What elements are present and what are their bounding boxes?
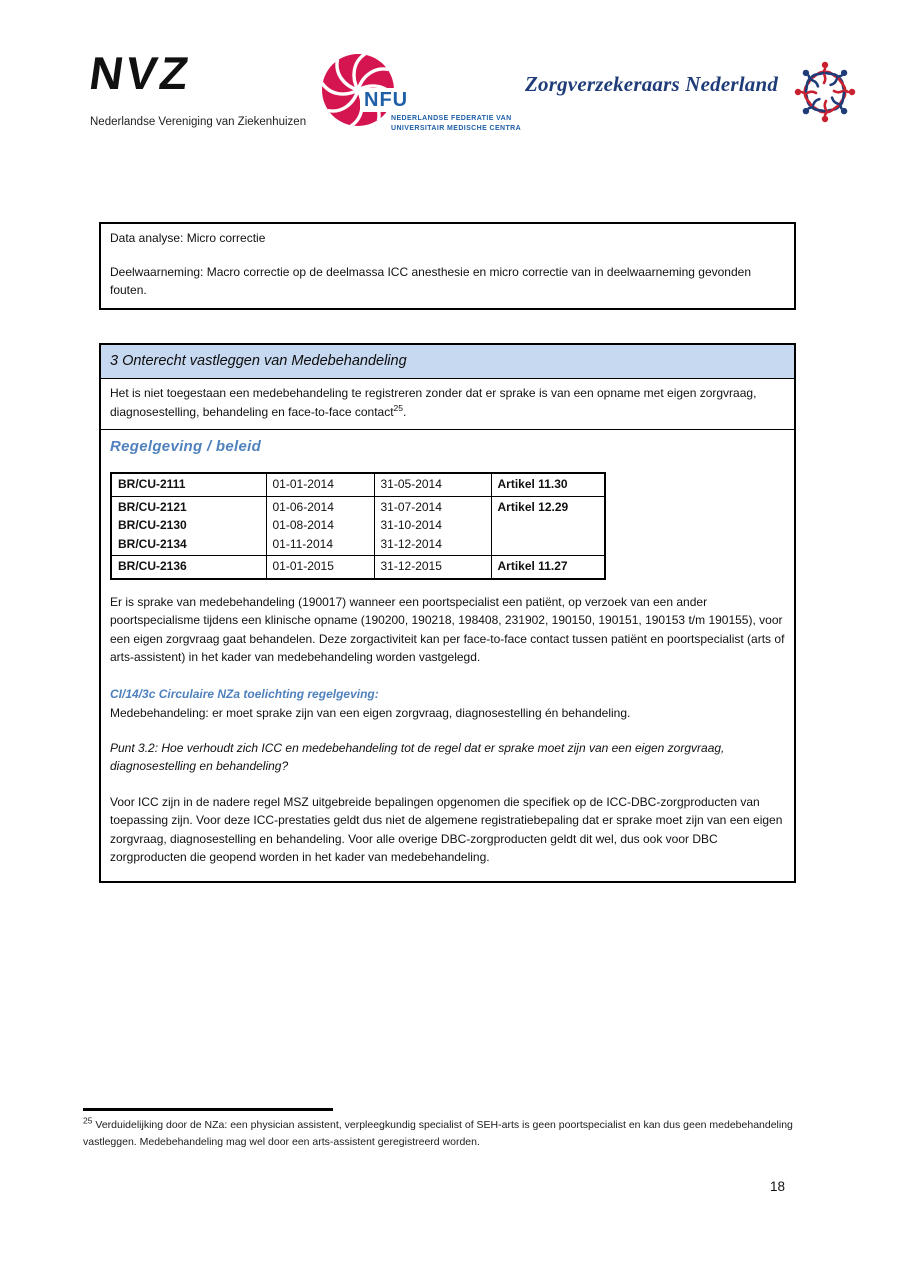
page-number: 18 (770, 1179, 786, 1194)
nfu-tagline-line1: NEDERLANDSE FEDERATIE VAN (391, 115, 512, 122)
zn-figures-icon (785, 52, 865, 137)
zn-wordmark: Zorgverzekeraars Nederland (525, 72, 779, 96)
nvz-logo-icon: NVZ (86, 47, 195, 99)
nfu-logo-tagline (389, 113, 523, 135)
table-cell-code: BR/CU-2121 (118, 499, 187, 514)
circulaire-text: Medebehandeling: er moet sprake zijn van een eigen zorgvraag, diagnosestelling én behandeling. (110, 706, 631, 720)
table-cell-code: BR/CU-2134 (118, 536, 187, 551)
footnote-number: 25 (83, 1115, 93, 1126)
nfu-tagline-line2: UNIVERSITAIR MEDISCHE CENTRA (391, 125, 522, 132)
section-medebehandeling (99, 343, 796, 883)
section-body (101, 430, 794, 881)
table-cell-end: 31-12-2014 (380, 536, 442, 551)
section-title: 3 Onterecht vastleggen van Medebehandeling (101, 345, 794, 379)
footnote-ref-25: 25 (393, 402, 403, 413)
footnote-separator (83, 1108, 333, 1111)
intro-text: Het is niet toegestaan een medebehandeling te registreren zonder dat er sprake is van een opname met eigen zorgvraag, diagnosestelling, behandeling en face-to-face contact (110, 386, 757, 419)
data-analyse-box (99, 222, 796, 310)
table-cell-start: 01-01-2014 (272, 477, 334, 491)
table-cell-start: 01-01-2015 (272, 559, 334, 573)
footnote-text: Verduidelijking door de NZa: een physician assistent, verpleegkundig specialist of SEH-arts is geen poortspecialist en kan dus geen medebehandeling vastleggen. Medebehandeling mag wel door een arts-assistent geregistreerd worden. (83, 1119, 793, 1148)
table-cell-start: 01-08-2014 (272, 518, 334, 532)
regelgeving-heading: Regelgeving / beleid (110, 438, 262, 455)
punt-32-text: Punt 3.2: Hoe verhoudt zich ICC en medebehandeling tot de regel dat er sprake moet zijn van een eigen zorgvraag, diagnosestelling en behandeling? (110, 740, 725, 773)
regelgeving-table (110, 472, 606, 580)
table-cell-end: 31-12-2015 (380, 559, 442, 573)
section-intro (101, 379, 794, 430)
table-cell-start: 01-11-2014 (272, 536, 333, 551)
table-cell-code: BR/CU-2136 (118, 559, 187, 573)
table-row (111, 496, 605, 556)
table-cell-artikel: Artikel 12.29 (497, 499, 569, 514)
table-cell-end: 31-07-2014 (380, 499, 442, 514)
table-cell-code: BR/CU-2130 (118, 518, 187, 532)
deelwaarneming-line: Deelwaarneming: Macro correctie op de deelmassa ICC anesthesie en micro correctie van in deelwaarneming gevonden fouten. (110, 264, 751, 297)
nfu-logo (320, 45, 530, 140)
table-row (111, 473, 605, 496)
footnote-25 (83, 1117, 813, 1150)
table-cell-end: 31-05-2014 (380, 477, 442, 491)
zorgverzekeraars-nederland-logo (525, 50, 875, 135)
table-cell-code: BR/CU-2111 (118, 477, 186, 491)
table-cell-start: 01-06-2014 (272, 499, 334, 514)
intro-period: . (403, 404, 407, 419)
circulaire-heading: CI/14/3c Circulaire NZa toelichting regelgeving: (110, 686, 379, 701)
paragraph-medebehandeling: Er is sprake van medebehandeling (190017) wanneer een poortspecialist een patiënt, op verzoek van een ander poortspecialisme tijdens een klinische opname (190200, 190218, 198408, 231902, 190150, 190151, 190153 t/m 190155), voor een eigen zorgvraag gaat behandelen. Deze zorgactiviteit kan per face-to-face contact tussen patiënt en poortspecialist (arts of arts-assistent) in het kader van medebehandeling worden vastgelegd. (110, 594, 785, 664)
table-cell-artikel: Artikel 11.30 (497, 477, 568, 491)
table-row (111, 556, 605, 579)
nvz-logo-subtitle: Nederlandse Vereniging van Ziekenhuizen (90, 116, 307, 128)
data-analyse-line: Data analyse: Micro correctie (110, 231, 266, 245)
nvz-logo (86, 47, 320, 128)
table-cell-artikel: Artikel 11.27 (497, 559, 568, 573)
nfu-logo-abbr: NFU (360, 88, 411, 112)
paragraph-icc: Voor ICC zijn in de nadere regel MSZ uitgebreide bepalingen opgenomen die specifiek op de ICC-DBC-zorgproducten van toepassing zijn. Voor deze ICC-prestaties geldt dus niet de algemene registratiebepaling dat er sprake moet zijn van een eigen zorgvraag, diagnosestelling en behandeling. Voor alle overige DBC-zorgproducten geldt dit wel, dus ook voor DBC zorgproducten die geopend worden in het kader van medebehandeling. (110, 794, 783, 864)
table-cell-end: 31-10-2014 (380, 518, 442, 532)
